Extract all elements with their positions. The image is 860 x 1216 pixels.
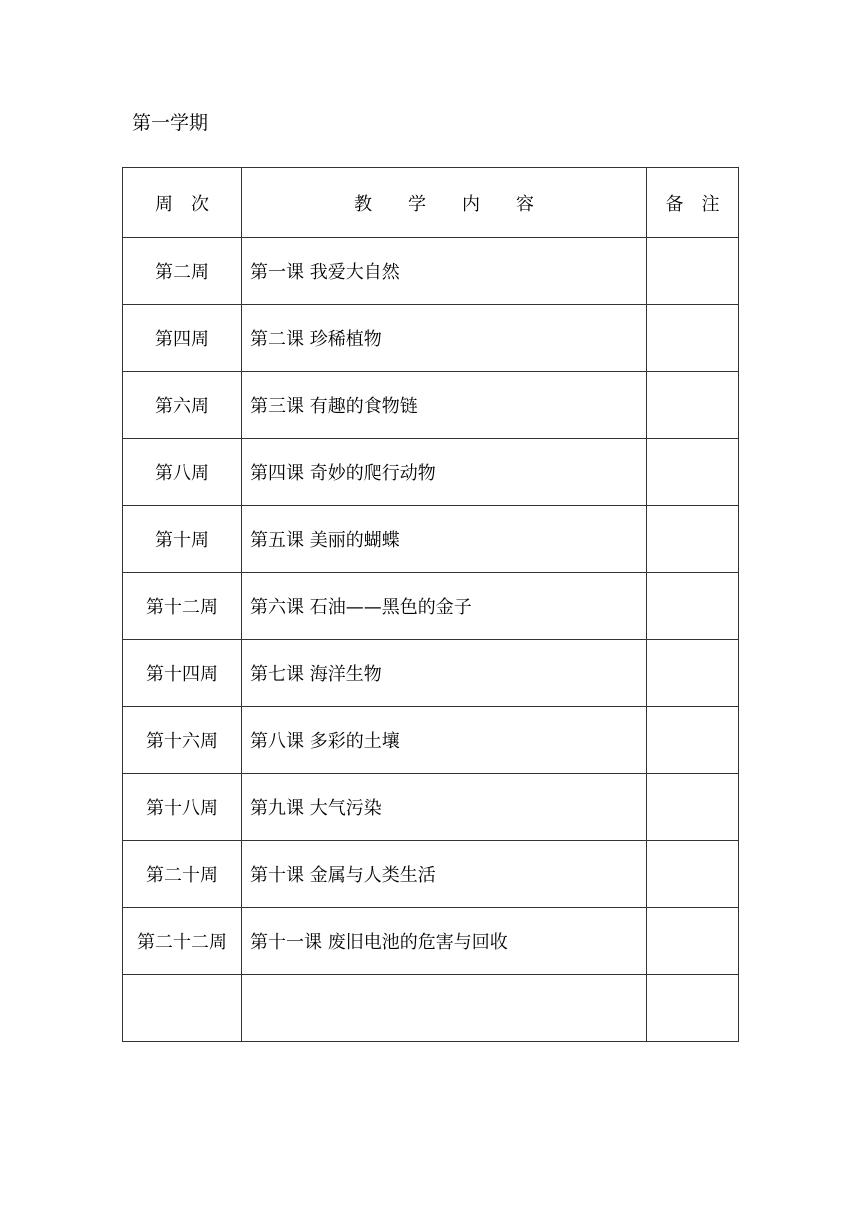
content-cell: 第一课 我爱大自然 [242, 238, 647, 305]
note-cell [647, 707, 739, 774]
note-cell [647, 305, 739, 372]
note-cell [647, 975, 739, 1042]
table-row [123, 238, 739, 305]
table-row [123, 305, 739, 372]
note-cell [647, 774, 739, 841]
note-cell [647, 640, 739, 707]
table-row [123, 841, 739, 908]
week-cell: 第四周 [123, 305, 242, 372]
note-cell [647, 238, 739, 305]
header-content: 教 学 内 容 [242, 168, 647, 238]
week-cell: 第二十周 [123, 841, 242, 908]
table-row [123, 975, 739, 1042]
note-cell [647, 506, 739, 573]
table-row [123, 640, 739, 707]
week-cell: 第十二周 [123, 573, 242, 640]
note-cell [647, 439, 739, 506]
content-cell: 第二课 珍稀植物 [242, 305, 647, 372]
content-cell: 第七课 海洋生物 [242, 640, 647, 707]
week-cell: 第十八周 [123, 774, 242, 841]
content-cell: 第八课 多彩的土壤 [242, 707, 647, 774]
content-cell: 第九课 大气污染 [242, 774, 647, 841]
week-cell: 第十四周 [123, 640, 242, 707]
content-cell: 第五课 美丽的蝴蝶 [242, 506, 647, 573]
content-cell: 第六课 石油——黑色的金子 [242, 573, 647, 640]
note-cell [647, 372, 739, 439]
header-note: 备 注 [647, 168, 739, 238]
content-cell: 第十课 金属与人类生活 [242, 841, 647, 908]
table-row [123, 573, 739, 640]
note-cell [647, 573, 739, 640]
week-cell [123, 975, 242, 1042]
week-cell: 第八周 [123, 439, 242, 506]
table-row [123, 707, 739, 774]
week-cell: 第二周 [123, 238, 242, 305]
table-row [123, 506, 739, 573]
content-cell: 第十一课 废旧电池的危害与回收 [242, 908, 647, 975]
week-cell: 第十周 [123, 506, 242, 573]
note-cell [647, 841, 739, 908]
table-header-row [123, 168, 739, 238]
table-row [123, 908, 739, 975]
week-cell: 第十六周 [123, 707, 242, 774]
table-row [123, 372, 739, 439]
week-cell: 第六周 [123, 372, 242, 439]
note-cell [647, 908, 739, 975]
content-cell: 第三课 有趣的食物链 [242, 372, 647, 439]
header-week: 周 次 [123, 168, 242, 238]
schedule-table [122, 167, 739, 1042]
page-title: 第一学期 [132, 112, 209, 134]
table-row [123, 774, 739, 841]
content-cell [242, 975, 647, 1042]
content-cell: 第四课 奇妙的爬行动物 [242, 439, 647, 506]
week-cell: 第二十二周 [123, 908, 242, 975]
table-row [123, 439, 739, 506]
